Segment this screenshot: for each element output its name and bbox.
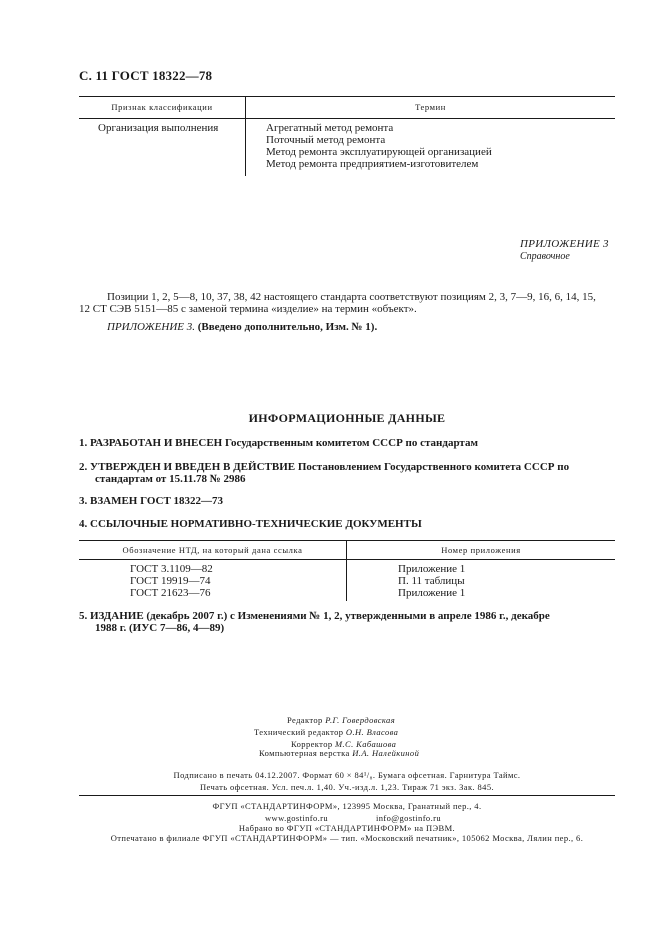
imprint-print-line: Подписано в печать 04.12.2007. Формат 60 × 84¹/₈. Бумага офсетная. Гарнитура Таймс. — [173, 770, 521, 780]
publisher-email: info@gostinfo.ru — [376, 813, 441, 823]
imprint-divider — [79, 795, 615, 796]
info-item-2 — [79, 461, 569, 473]
page-header: С. 11 ГОСТ 18322—78 — [79, 68, 213, 83]
imprint-corrector-label: Корректор — [291, 739, 333, 749]
ref-doc-cell: ГОСТ 3.1109—82 — [130, 563, 213, 575]
info-item-2-caps: 2. УТВЕРЖДЕН И ВВЕДЕН В ДЕЙСТВИЕ — [79, 461, 296, 473]
ref-table-header-rule — [79, 559, 615, 560]
info-item-1 — [79, 437, 478, 449]
imprint-layout-name: И.А. Налейкиной — [352, 748, 420, 758]
ref-table-column-divider — [346, 540, 347, 601]
publisher-line: Отпечатано в филиале ФГУП «СТАНДАРТИНФОРМ» — тип. «Московский печатник», 105062 Москва, Лялин пер., 6. — [110, 833, 584, 843]
table-row-feature: Организация выполнения — [98, 122, 219, 134]
appendix-paragraph-line: Позиции 1, 2, 5—8, 10, 37, 38, 42 настоящего стандарта соответствуют позициям 2, 3, 7—9, 16, 6, 14, 15, — [107, 291, 596, 303]
publisher-site: www.gostinfo.ru — [265, 813, 329, 823]
info-item-4: 4. ССЫЛОЧНЫЕ НОРМАТИВНО-ТЕХНИЧЕСКИЕ ДОКУМЕНТЫ — [79, 518, 422, 530]
appendix-title: ПРИЛОЖЕНИЕ 3 — [520, 238, 609, 250]
publisher-line: ФГУП «СТАНДАРТИНФОРМ», 123995 Москва, Гранатный пер., 4. — [212, 801, 482, 811]
info-item-1-text: Государственным комитетом СССР по стандартам — [224, 437, 478, 449]
ref-table-header-ref: Номер приложения — [441, 545, 521, 555]
imprint-layout — [259, 748, 419, 758]
imprint-print-line: Печать офсетная. Усл. печ.л. 1,40. Уч.-изд.л. 1,23. Тираж 71 экз. Зак. 845. — [199, 782, 495, 792]
table-top-rule — [79, 96, 615, 97]
term-item: Метод ремонта предприятием-изготовителем — [266, 158, 479, 170]
appendix-paragraph-line: 12 СТ СЭВ 5151—85 с заменой термина «изделие» на термин «объект». — [79, 303, 417, 315]
term-item: Поточный метод ремонта — [266, 134, 386, 146]
table-column-divider — [245, 96, 246, 176]
ref-doc-cell: ГОСТ 19919—74 — [130, 575, 211, 587]
info-item-3: 3. ВЗАМЕН ГОСТ 18322—73 — [79, 495, 224, 507]
imprint-corrector-name: М.С. Кабашова — [335, 739, 397, 749]
imprint-layout-label: Компьютерная верстка — [259, 748, 350, 758]
info-item-1-caps: 1. РАЗРАБОТАН И ВНЕСЕН — [79, 437, 223, 449]
imprint-tech-editor-name: О.Н. Власова — [345, 727, 399, 737]
term-item: Метод ремонта эксплуатирующей организацией — [266, 146, 492, 158]
ref-appendix-cell: П. 11 таблицы — [398, 575, 465, 587]
info-item-2-line2: стандартам от 15.11.78 № 2986 — [95, 473, 246, 485]
info-item-2-text: Постановлением Государственного комитета СССР по — [297, 461, 570, 473]
imprint-tech-editor-label: Технический редактор — [254, 727, 344, 737]
info-item-5: 5. ИЗДАНИЕ (декабрь 2007 г.) с Изменениями № 1, 2, утвержденными в апреле 1986 г., декабре — [79, 610, 550, 622]
imprint-editor-name: Р.Г. Говердовская — [325, 715, 396, 725]
ref-doc-cell: ГОСТ 21623—76 — [130, 587, 211, 599]
imprint-tech-editor — [254, 727, 398, 737]
info-item-5-line2: 1988 г. (ИУС 7—86, 4—89) — [95, 622, 225, 634]
ref-appendix-cell: Приложение 1 — [398, 563, 466, 575]
ref-table-header-doc: Обозначение НТД, на который дана ссылка — [122, 545, 303, 555]
appendix-note — [107, 321, 377, 333]
imprint-editor — [287, 715, 395, 725]
info-heading: ИНФОРМАЦИОННЫЕ ДАННЫЕ — [248, 411, 446, 425]
table-header-term: Термин — [415, 102, 446, 112]
appendix-note-italic: ПРИЛОЖЕНИЕ 3. — [107, 321, 195, 333]
publisher-line: Набрано во ФГУП «СТАНДАРТИНФОРМ» на ПЭВМ. — [238, 823, 456, 833]
term-item: Агрегатный метод ремонта — [266, 122, 394, 134]
appendix-note-bold: (Введено дополнительно, Изм. № 1). — [197, 321, 378, 333]
table-header-feature: Признак классификации — [111, 102, 213, 112]
imprint-editor-label: Редактор — [287, 715, 323, 725]
ref-table-top-rule — [79, 540, 615, 541]
table-header-rule — [79, 118, 615, 119]
ref-appendix-cell: Приложение 1 — [398, 587, 466, 599]
appendix-subtitle: Справочное — [520, 251, 570, 262]
